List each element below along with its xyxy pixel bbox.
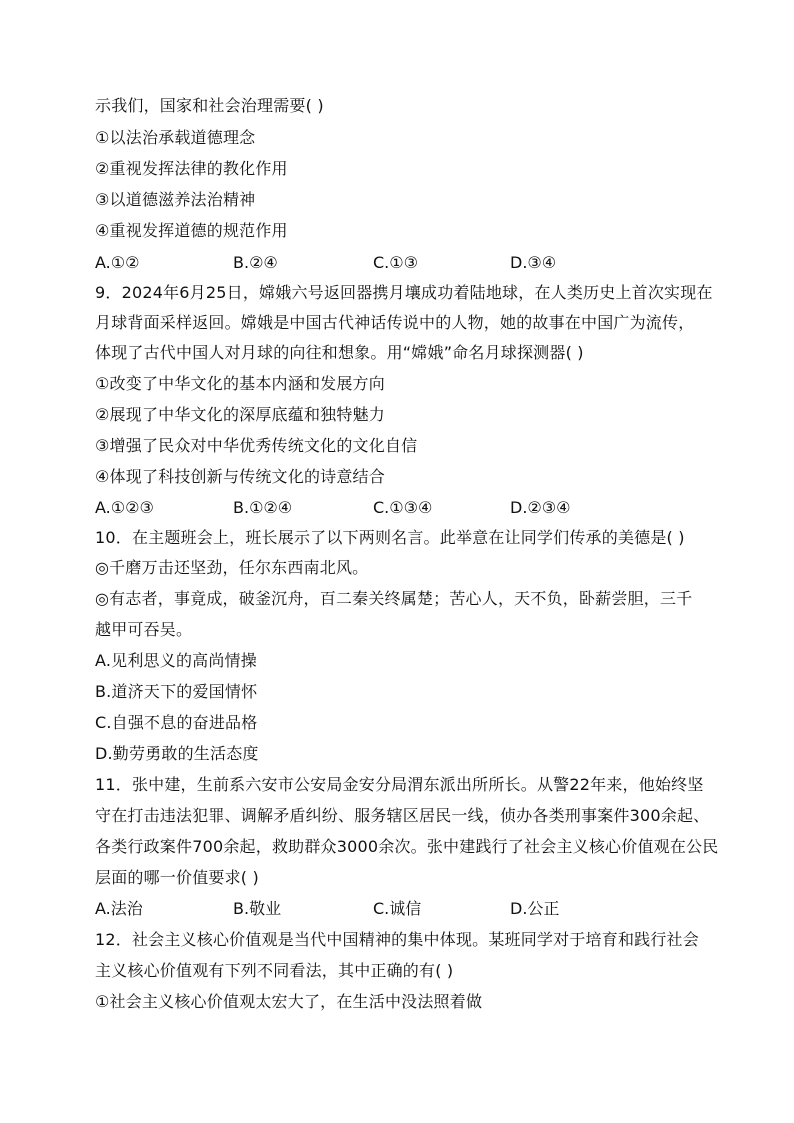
q9-stem-line-3: 体现了古代中国人对月球的向往和想象。用“嫦娥”命名月球探测器( ): [95, 343, 584, 362]
q8-item-1: ①以法治承载道德理念: [95, 128, 256, 147]
q8-choice-c: C.①③: [373, 253, 418, 272]
q12-item-1: ①社会主义核心价值观太宏大了，在生活中没法照着做: [95, 992, 483, 1011]
q9-item-2: ②展现了中华文化的深厚底蕴和独特魅力: [95, 405, 385, 424]
q9-choice-c: C.①③④: [373, 498, 433, 517]
q11-stem-line-1: 11．张中建，生前系六安市公安局金安分局渭东派出所所长。从警22年来，他始终坚: [95, 775, 704, 794]
q9-stem-line-2: 月球背面采样返回。嫦娥是中国古代神话传说中的人物，她的故事在中国广为流传，: [95, 313, 695, 332]
q12-stem-line-2: 主义核心价值观有下列不同看法，其中正确的有( ): [95, 961, 454, 980]
q12-stem-line-1: 12．社会主义核心价值观是当代中国精神的集中体现。某班同学对于培育和践行社会: [95, 930, 699, 949]
q9-choice-b: B.①②④: [233, 498, 293, 517]
q9-item-3: ③增强了民众对中华优秀传统文化的文化自信: [95, 436, 418, 455]
q8-choice-d: D.③④: [510, 253, 557, 272]
q9-choice-d: D.②③④: [510, 498, 571, 517]
q10-stem: 10．在主题班会上，班长展示了以下两则名言。此举意在让同学们传承的美德是( ): [95, 528, 685, 547]
q9-item-4: ④体现了科技创新与传统文化的诗意结合: [95, 467, 385, 486]
q10-quote-2: ◎有志者，事竟成，破釜沉舟，百二秦关终属楚；苦心人，天不负，卧薪尝胆，三千: [95, 589, 693, 608]
q9-item-1: ①改变了中华文化的基本内涵和发展方向: [95, 374, 385, 393]
q8-choice-a: A.①②: [95, 253, 140, 272]
q11-choice-b: B.敬业: [233, 899, 282, 918]
q8-choice-b: B.②④: [233, 253, 278, 272]
q10-choice-a: A.见利思义的高尚情操: [95, 651, 257, 670]
q8-stem-tail: 示我们，国家和社会治理需要( ): [95, 96, 324, 115]
q11-choice-c: C.诚信: [373, 899, 422, 918]
q10-quote-2-cont: 越甲可吞吴。: [95, 620, 193, 639]
q8-item-4: ④重视发挥道德的规范作用: [95, 221, 288, 240]
q11-stem-line-2: 守在打击违法犯罪、调解矛盾纠纷、服务辖区居民一线，侦办各类刑事案件300余起、: [95, 806, 710, 825]
q11-stem-line-4: 层面的哪一价值要求( ): [95, 868, 259, 887]
q8-item-3: ③以道德滋养法治精神: [95, 190, 256, 209]
q9-choice-a: A.①②③: [95, 498, 154, 517]
q10-quote-1: ◎千磨万击还坚劲，任尔东西南北风。: [95, 558, 369, 577]
q11-choice-d: D.公正: [510, 899, 560, 918]
q11-stem-line-3: 各类行政案件700余起，救助群众3000余次。张中建践行了社会主义核心价值观在公民: [95, 837, 719, 856]
q10-choice-d: D.勤劳勇敢的生活态度: [95, 744, 259, 763]
q11-choice-a: A.法治: [95, 899, 143, 918]
q10-choice-c: C.自强不息的奋进品格: [95, 713, 258, 732]
q10-choice-b: B.道济天下的爱国情怀: [95, 682, 258, 701]
q8-item-2: ②重视发挥法律的教化作用: [95, 159, 288, 178]
q9-stem-line-1: 9．2024年6月25日，嫦娥六号返回器携月壤成功着陆地球，在人类历史上首次实现在: [95, 283, 713, 302]
